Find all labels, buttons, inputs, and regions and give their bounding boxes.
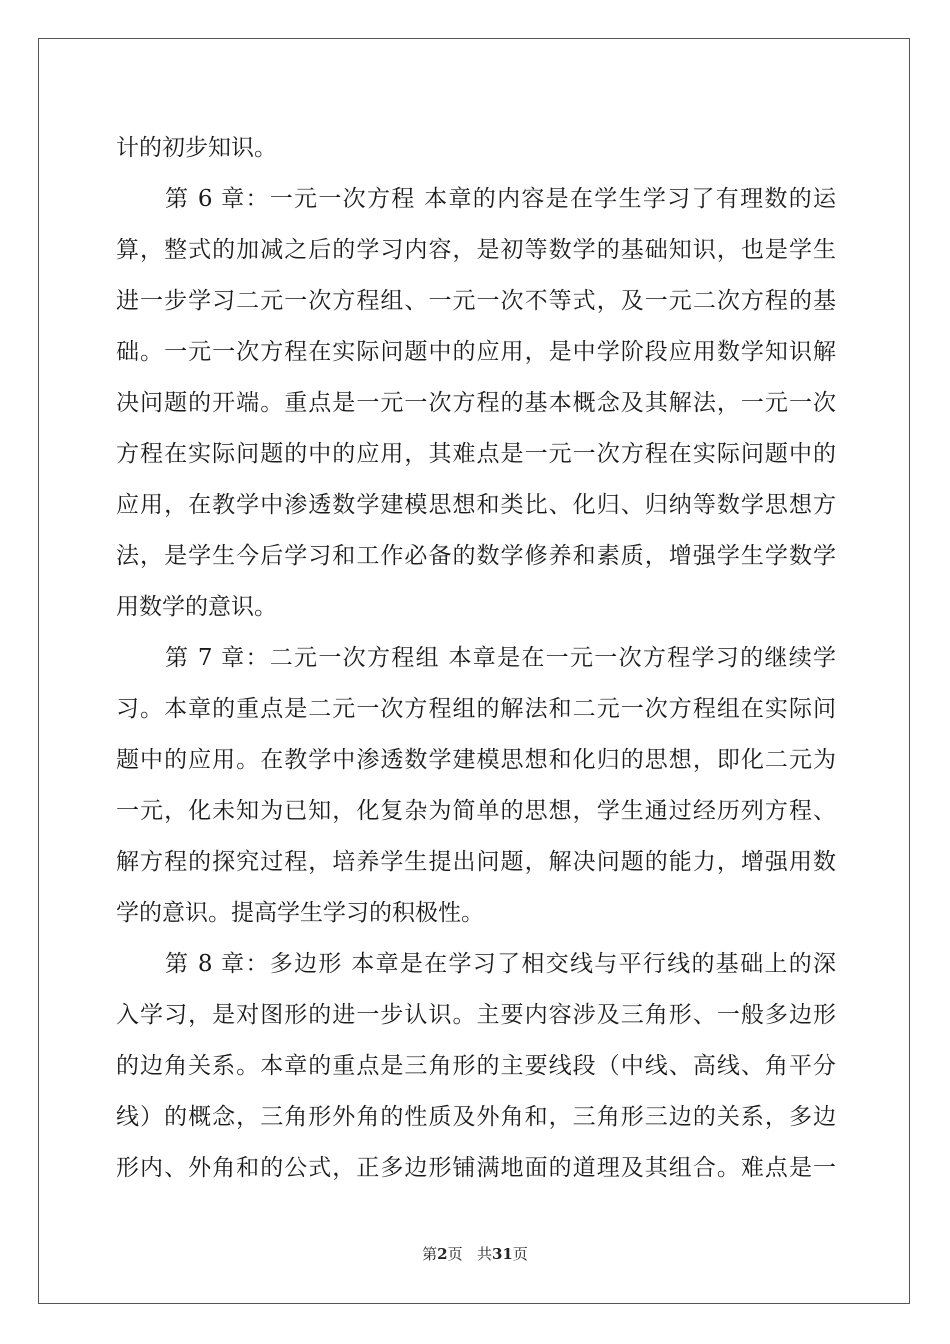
text-line: 一元，化未知为已知，化复杂为简单的思想，学生通过经历列方程、 bbox=[116, 798, 836, 824]
text-line: 算，整式的加减之后的学习内容，是初等数学的基础知识，也是学生 bbox=[116, 237, 836, 263]
page-suffix: 页 bbox=[447, 1245, 463, 1263]
text-line: 进一步学习二元一次方程组、一元一次不等式，及一元二次方程的基 bbox=[116, 288, 836, 314]
text-line: 形内、外角和的公式，正多边形铺满地面的道理及其组合。难点是一 bbox=[116, 1155, 836, 1181]
text-line: 应用，在教学中渗透数学建模思想和类比、化归、归纳等数学思想方 bbox=[116, 492, 836, 518]
text-line: 第 8 章：多边形 本章是在学习了相交线与平行线的基础上的深 bbox=[165, 951, 836, 977]
text-line: 计的初步知识。 bbox=[116, 135, 277, 161]
text-line: 决问题的开端。重点是一元一次方程的基本概念及其解法，一元一次 bbox=[116, 390, 836, 416]
text-line: 线）的概念，三角形外角的性质及外角和，三角形三边的关系，多边 bbox=[116, 1104, 836, 1130]
text-line: 习。本章的重点是二元一次方程组的解法和二元一次方程组在实际问 bbox=[116, 696, 836, 722]
text-line: 第 7 章：二元一次方程组 本章是在一元一次方程学习的继续学 bbox=[165, 645, 836, 671]
text-line: 入学习，是对图形的进一步认识。主要内容涉及三角形、一般多边形 bbox=[116, 1002, 836, 1028]
text-line: 方程在实际问题的中的应用，其难点是一元一次方程在实际问题中的 bbox=[116, 441, 836, 467]
total-prefix: 共 bbox=[476, 1245, 492, 1263]
page-footer bbox=[0, 1244, 950, 1264]
total-suffix: 页 bbox=[512, 1245, 528, 1263]
text-line: 础。一元一次方程在实际问题中的应用，是中学阶段应用数学知识解 bbox=[116, 339, 836, 365]
text-line: 用数学的意识。 bbox=[116, 594, 277, 620]
page-prefix: 第 bbox=[422, 1245, 438, 1263]
text-line: 题中的应用。在教学中渗透数学建模思想和化归的思想，即化二元为 bbox=[116, 747, 836, 773]
text-line: 学的意识。提高学生学习的积极性。 bbox=[116, 900, 484, 926]
page-number: 2 bbox=[437, 1245, 448, 1263]
text-line: 解方程的探究过程，培养学生提出问题，解决问题的能力，增强用数 bbox=[116, 849, 836, 875]
text-line: 法，是学生今后学习和工作必备的数学修养和素质，增强学生学数学 bbox=[116, 543, 836, 569]
total-pages: 31 bbox=[491, 1245, 513, 1263]
text-line: 第 6 章：一元一次方程 本章的内容是在学生学习了有理数的运 bbox=[165, 186, 836, 212]
text-line: 的边角关系。本章的重点是三角形的主要线段（中线、高线、角平分 bbox=[116, 1053, 836, 1079]
